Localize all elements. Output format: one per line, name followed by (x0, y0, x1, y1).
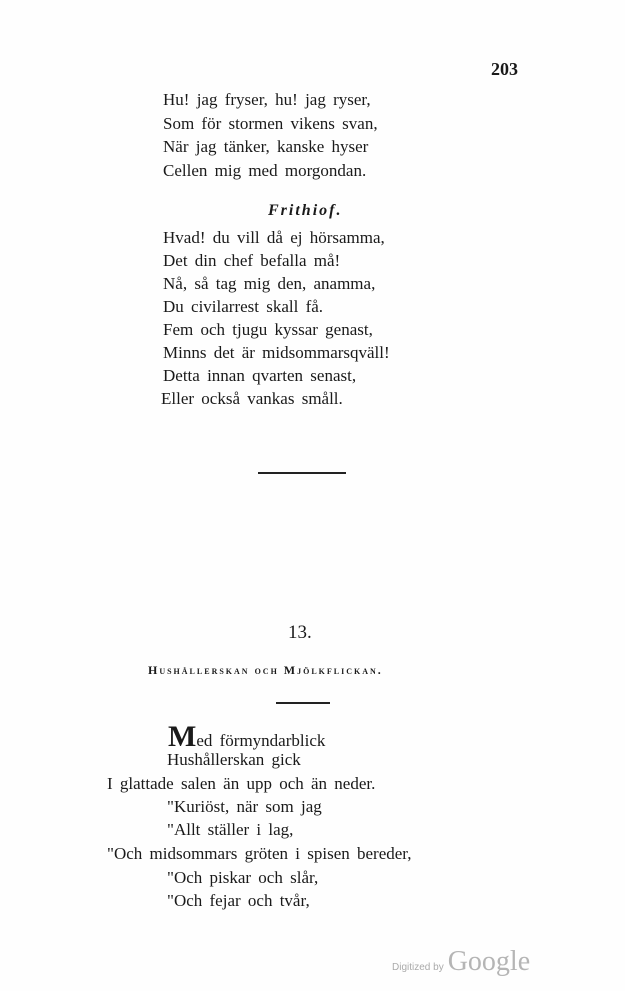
verse-line (168, 720, 326, 753)
verse-line: Hvad! du vill då ej hörsamma, (163, 228, 385, 247)
verse-line: Fem och tjugu kyssar genast, (163, 320, 373, 339)
verse-line: Hushållerskan gick (167, 750, 301, 769)
drop-cap: M (168, 720, 197, 753)
title-divider (276, 702, 330, 704)
digitized-watermark (392, 946, 530, 978)
verse-line: "Och fejar och tvår, (167, 891, 310, 910)
poem-number: 13. (288, 622, 312, 643)
verse-line: Minns det är midsommarsqväll! (163, 343, 390, 362)
verse-line: "Allt ställer i lag, (167, 820, 294, 839)
verse-line: "Och midsommars gröten i spisen bereder, (107, 844, 412, 863)
section-divider (258, 472, 346, 474)
page-number: 203 (491, 59, 518, 79)
verse-text: ed förmyndarblick (196, 731, 326, 750)
verse-line: Som för stormen vikens svan, (163, 114, 378, 133)
poem-title: Hushållerskan och Mjölkflickan. (148, 663, 383, 677)
speaker-name: Frithiof. (268, 202, 343, 219)
google-logo: Google (447, 946, 531, 977)
watermark-prefix: Digitized by (392, 962, 444, 973)
verse-line: Hu! jag fryser, hu! jag ryser, (163, 90, 371, 109)
verse-line: Du civilarrest skall få. (163, 297, 324, 316)
verse-line: "Kuriöst, när som jag (167, 797, 322, 816)
verse-line: "Och piskar och slår, (167, 868, 319, 887)
verse-line: Eller också vankas småll. (161, 389, 343, 408)
verse-line: Nå, så tag mig den, anamma, (163, 274, 376, 293)
verse-line: Cellen mig med morgondan. (163, 161, 367, 180)
verse-line: I glattade salen än upp och än neder. (107, 774, 376, 793)
verse-line: Detta innan qvarten senast, (163, 366, 357, 385)
verse-line: När jag tänker, kanske hyser (163, 137, 369, 156)
verse-line: Det din chef befalla må! (163, 251, 341, 270)
